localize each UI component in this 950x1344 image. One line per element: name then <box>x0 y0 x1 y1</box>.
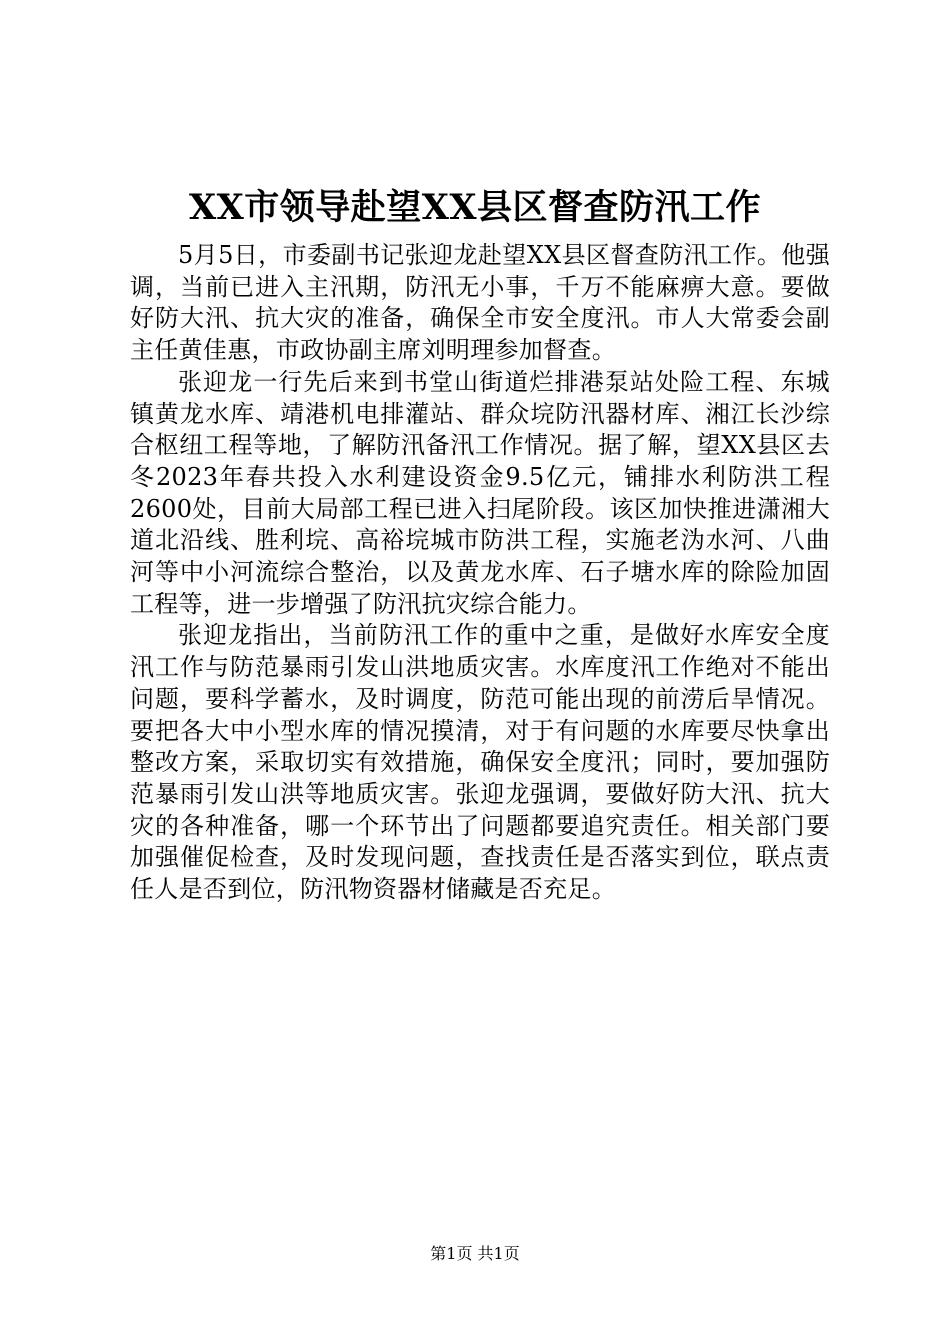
page-footer: 第1页 共1页 <box>430 1244 520 1263</box>
paragraph-2: 张迎龙一行先后来到书堂山街道烂排港泵站处险工程、东城镇黄龙水库、靖港机电排灌站、群众垸防汛器材库、湘江长沙综合枢纽工程等地，了解防汛备汛工作情况。据了解，望XX县区去冬2023年春共投入水利建设资金9.5亿元，铺排水利防洪工程2600处，目前大局部工程已进入扫尾阶段。该区加快推进潇湘大道北沿线、胜利垸、高裕垸城市防洪工程，实施老沩水河、八曲河等中小河流综合整治，以及黄龙水库、石子塘水库的除险加固工程等，进一步增强了防汛抗灾综合能力。 <box>130 367 830 618</box>
document-body <box>130 240 830 906</box>
paragraph-3: 张迎龙指出，当前防汛工作的重中之重，是做好水库安全度汛工作与防范暴雨引发山洪地质灾害。水库度汛工作绝对不能出问题，要科学蓄水，及时调度，防范可能出现的前涝后旱情况。要把各大中小型水库的情况摸清，对于有问题的水库要尽快拿出整改方案，采取切实有效措施，确保安全度汛；同时，要加强防范暴雨引发山洪等地质灾害。张迎龙强调，要做好防大汛、抗大灾的各种准备，哪一个环节出了问题都要追究责任。相关部门要加强催促检查，及时发现问题，查找责任是否落实到位，联点责任人是否到位，防汛物资器材储藏是否充足。 <box>130 621 830 904</box>
document-title: XX市领导赴望XX县区督查防汛工作 <box>188 187 762 228</box>
paragraph-1: 5月5日，市委副书记张迎龙赴望XX县区督查防汛工作。他强调，当前已进入主汛期，防汛无小事，千万不能麻痹大意。要做好防大汛、抗大灾的准备，确保全市安全度汛。市人大常委会副主任黄佳惠，市政协副主席刘明理参加督查。 <box>130 241 830 365</box>
